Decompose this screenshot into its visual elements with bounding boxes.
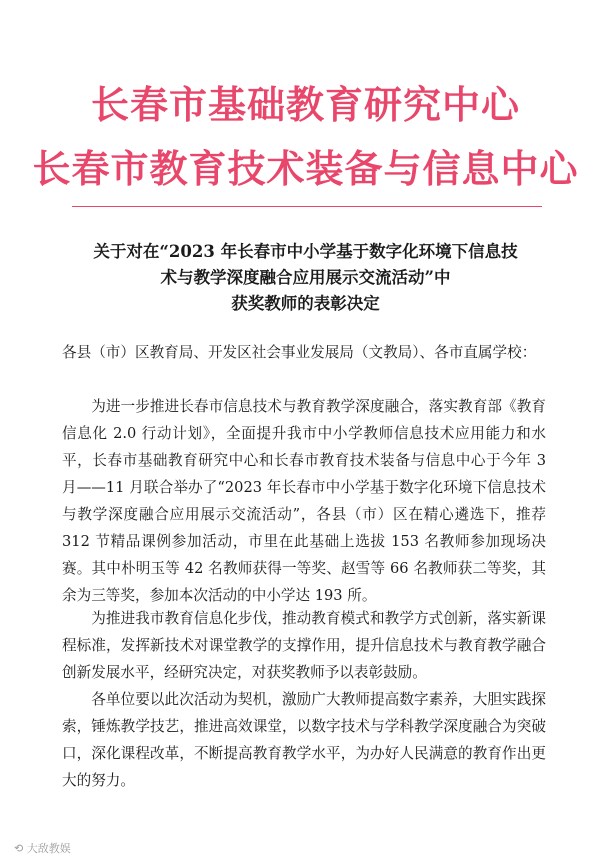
title-line-1: 关于对在“2023 年长春市中小学基于数字化环境下信息技 [93, 242, 518, 261]
letterhead-org-2: 长春市教育技术装备与信息中心 [32, 147, 579, 191]
watermark [14, 840, 71, 856]
paragraph-2: 为推进我市教育信息化步伐，推动教育模式和教学方式创新，落实新课程标准，发挥新技术对课堂教学的支撑作用，提升信息技术与教育教学融合创新发展水平，经研究决定，对获奖教师予以表彰鼓励。 [62, 610, 546, 681]
paragraph-1: 为进一步推进长春市信息技术与教育教学深度融合，落实教育部《教育信息化 2.0 行动计划》，全面提升我市中小学教师信息技术应用能力和水平，长春市基础教育研究中心和长春市教育技术装备与信息中心于今年 3 月——11 月联合举办了“2023 年长春市中小学基于数字化环境下信息技术与教学深度融合应用展示交流活动”，各县（市）区在精心遴选下，推荐 312 节精品课例参加活动，市里在此基础上选拔 153 名教师参加现场决赛。其中朴明玉等 42 名教师获得一等奖、赵雪等 66 名教师获二等奖，其余为三等奖，参加本次活动的中小学达 193 所。 [62, 398, 546, 604]
letterhead-divider [72, 206, 542, 207]
watermark-text: 大敌教娱 [26, 842, 71, 855]
salutation: 各县（市）区教育局、开发区社会事业发展局（文教局）、各市直属学校： [62, 344, 537, 361]
title-line-2: 术与教学深度融合应用展示交流活动”中 [160, 268, 451, 287]
title-line-3: 获奖教师的表彰决定 [231, 294, 380, 313]
paragraph-3: 各单位要以此次活动为契机，激励广大教师提高数字素养，大胆实践探索，锤炼教学技艺，推进高效课堂，以数字技术与学科教学深度融合为突破口，深化课程改革，不断提高教育教学水平，为办好人民满意的教育作出更大的努力。 [62, 691, 546, 789]
watermark-logo-icon: ⟲ [14, 842, 27, 855]
letterhead-org-1: 长春市基础教育研究中心 [90, 83, 520, 127]
